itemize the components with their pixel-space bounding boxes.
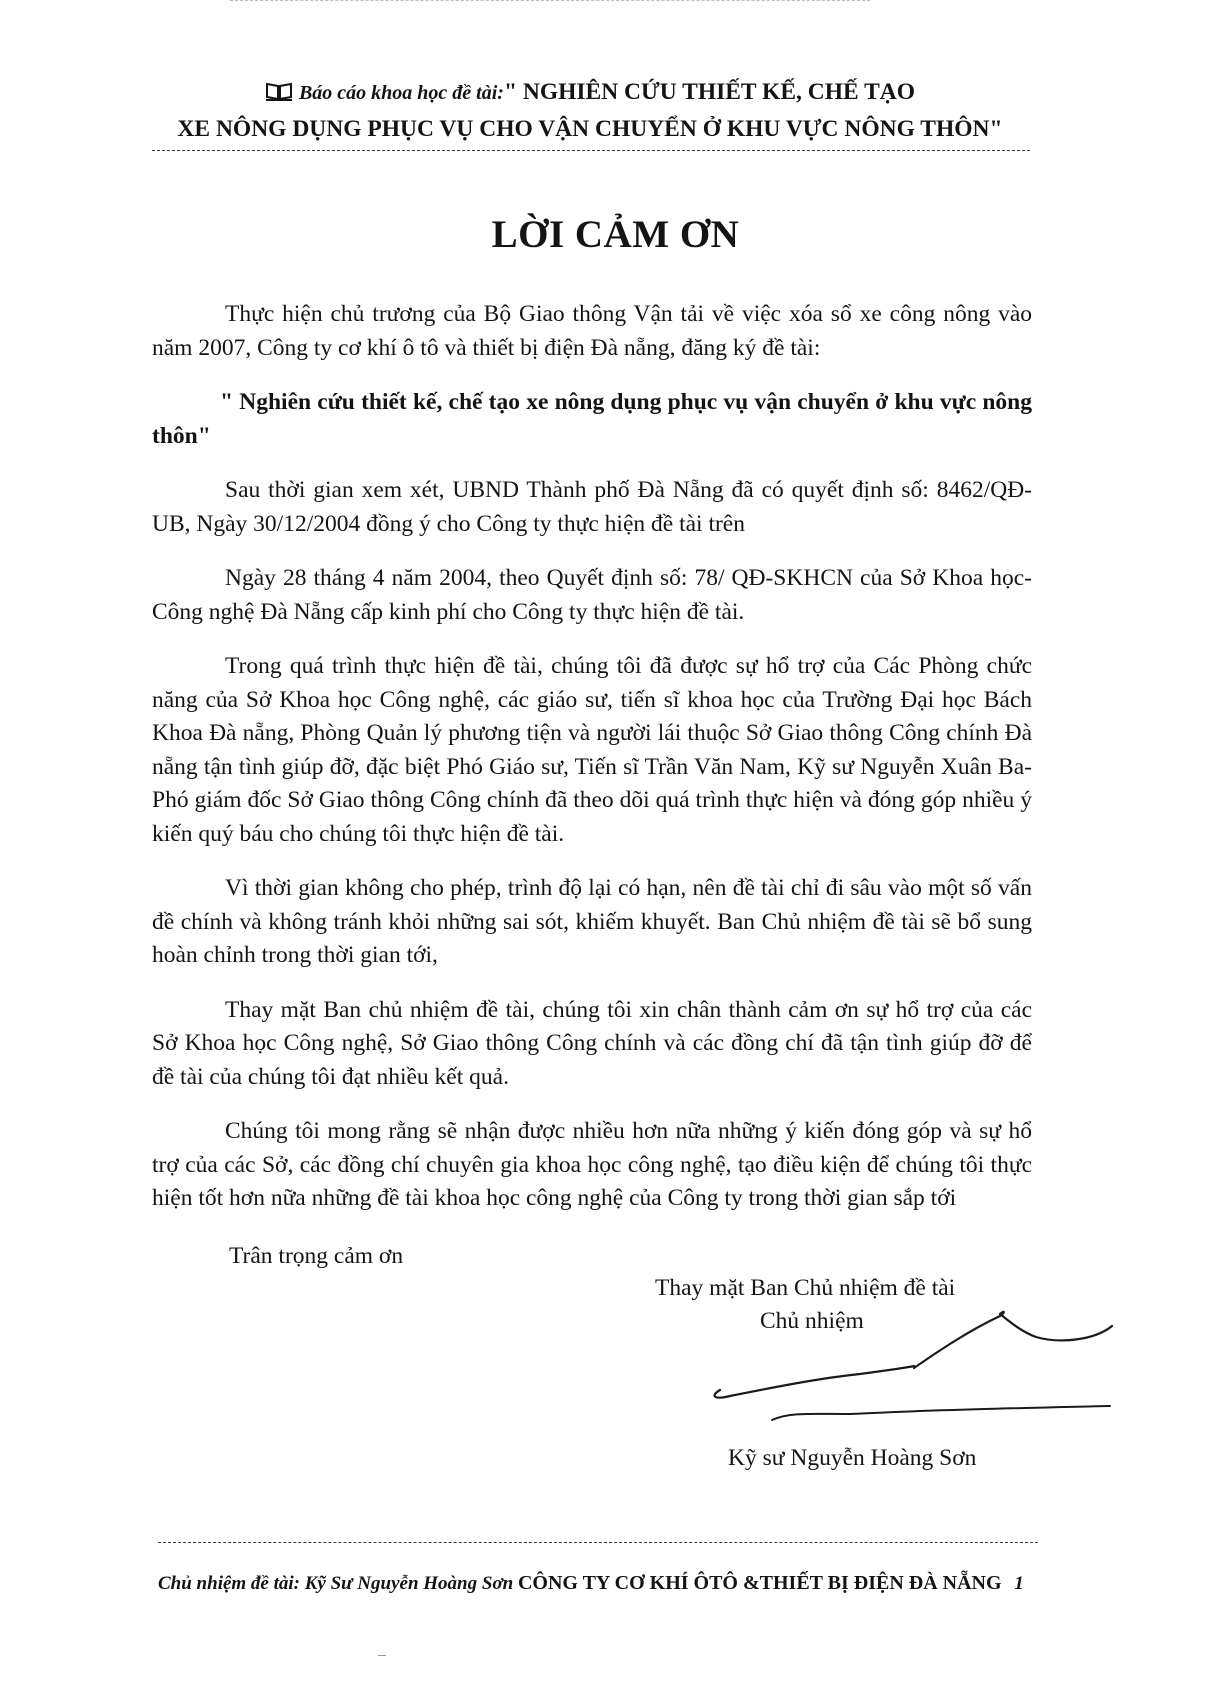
- header-title-line-1: " NGHIÊN CỨU THIẾT KẾ, CHẾ TẠO: [503, 79, 916, 105]
- page-title: LỜI CẢM ƠN: [491, 213, 740, 256]
- closing-line: Trân trọng cảm ơn: [229, 1243, 404, 1269]
- header-line-1: [150, 74, 1030, 111]
- header-divider: [152, 150, 1030, 151]
- page-number: 1: [1014, 1573, 1024, 1594]
- signatory-name: Kỹ sư Nguyễn Hoàng Sơn: [728, 1445, 977, 1471]
- paragraph: Chúng tôi mong rằng sẽ nhận được nhiều hơn nữa những ý kiến đóng góp và sự hổ trợ của các Sở, các đồng chí chuyên gia khoa học công nghệ, tạo điều kiện để chúng tôi thực hiện tốt hơn nữa những đề tài khoa học công nghệ của Công ty trong thời gian sắp tới: [152, 1118, 1032, 1211]
- paragraph: Vì thời gian không cho phép, trình độ lại có hạn, nên đề tài chỉ đi sâu vào một số vấn đề chính và không tránh khỏi những sai sót, khiếm khuyết. Ban Chủ nhiệm đề tài sẽ bổ sung hoàn chỉnh trong thời gian tới,: [152, 875, 1032, 968]
- project-title-paragraph: " Nghiên cứu thiết kế, chế tạo xe nông dụng phục vụ vận chuyển ở khu vực nông thôn": [152, 389, 1032, 449]
- paragraph: Sau thời gian xem xét, UBND Thành phố Đà Nẵng đã có quyết định số: 8462/QĐ-UB, Ngày 30/12/2004 đồng ý cho Công ty thực hiện đề tài trên: [152, 477, 1032, 537]
- footer-project-lead: Chủ nhiệm đề tài: Kỹ Sư Nguyễn Hoàng Sơn: [158, 1573, 514, 1594]
- scan-artifact-line: [230, 0, 870, 5]
- signature-position: Chủ nhiệm: [760, 1308, 864, 1334]
- paragraph: Thực hiện chủ trương của Bộ Giao thông Vận tải về việc xóa sổ xe công nông vào năm 2007, Công ty cơ khí ô tô và thiết bị điện Đà nẵng, đăng ký đề tài:: [152, 301, 1032, 361]
- footer-company: CÔNG TY CƠ KHÍ ÔTÔ &THIẾT BỊ ĐIỆN ĐÀ NẴNG: [517, 1572, 1002, 1594]
- paragraph: Trong quá trình thực hiện đề tài, chúng tôi đã được sự hổ trợ của Các Phòng chức năng của Sở Khoa học Công nghệ, các giáo sư, tiến sĩ khoa học của Trường Đại học Bách Khoa Đà nẵng, Phòng Quản lý phương tiện và người lái thuộc Sở Giao thông Công chính Đà nẵng tận tình giúp đỡ, đặc biệt Phó Giáo sư, Tiến sĩ Trần Văn Nam, Kỹ sư Nguyễn Xuân Ba- Phó giám đốc Sở Giao thông Công chính đã theo dõi quá trình thực hiện và đóng góp nhiều ý kiến quý báu cho chúng tôi thực hiện đề tài.: [152, 653, 1032, 847]
- book-icon: [265, 81, 293, 101]
- handwritten-signature: [700, 1292, 1120, 1422]
- scan-artifact-mark: [378, 1655, 386, 1656]
- page-footer: [158, 1572, 1038, 1595]
- signature-role: Thay mặt Ban Chủ nhiệm đề tài: [655, 1275, 956, 1301]
- report-header: [150, 74, 1030, 147]
- header-title-line-2: XE NÔNG DỤNG PHỤC VỤ CHO VẬN CHUYỂN Ở KHU VỰC NÔNG THÔN": [177, 116, 1003, 142]
- header-prefix: Báo cáo khoa học đề tài:: [298, 82, 504, 104]
- paragraph: Ngày 28 tháng 4 năm 2004, theo Quyết định số: 78/ QĐ-SKHCN của Sở Khoa học- Công nghệ Đà Nẵng cấp kinh phí cho Công ty thực hiện đề tài.: [152, 565, 1032, 625]
- footer-divider: [158, 1542, 1038, 1543]
- paragraph: Thay mặt Ban chủ nhiệm đề tài, chúng tôi xin chân thành cảm ơn sự hổ trợ của các Sở Khoa học Công nghệ, Sở Giao thông Công chính và các đồng chí đã tận tình giúp đỡ để đề tài của chúng tôi đạt nhiều kết quả.: [152, 996, 1032, 1090]
- letter-body: [152, 298, 1032, 1216]
